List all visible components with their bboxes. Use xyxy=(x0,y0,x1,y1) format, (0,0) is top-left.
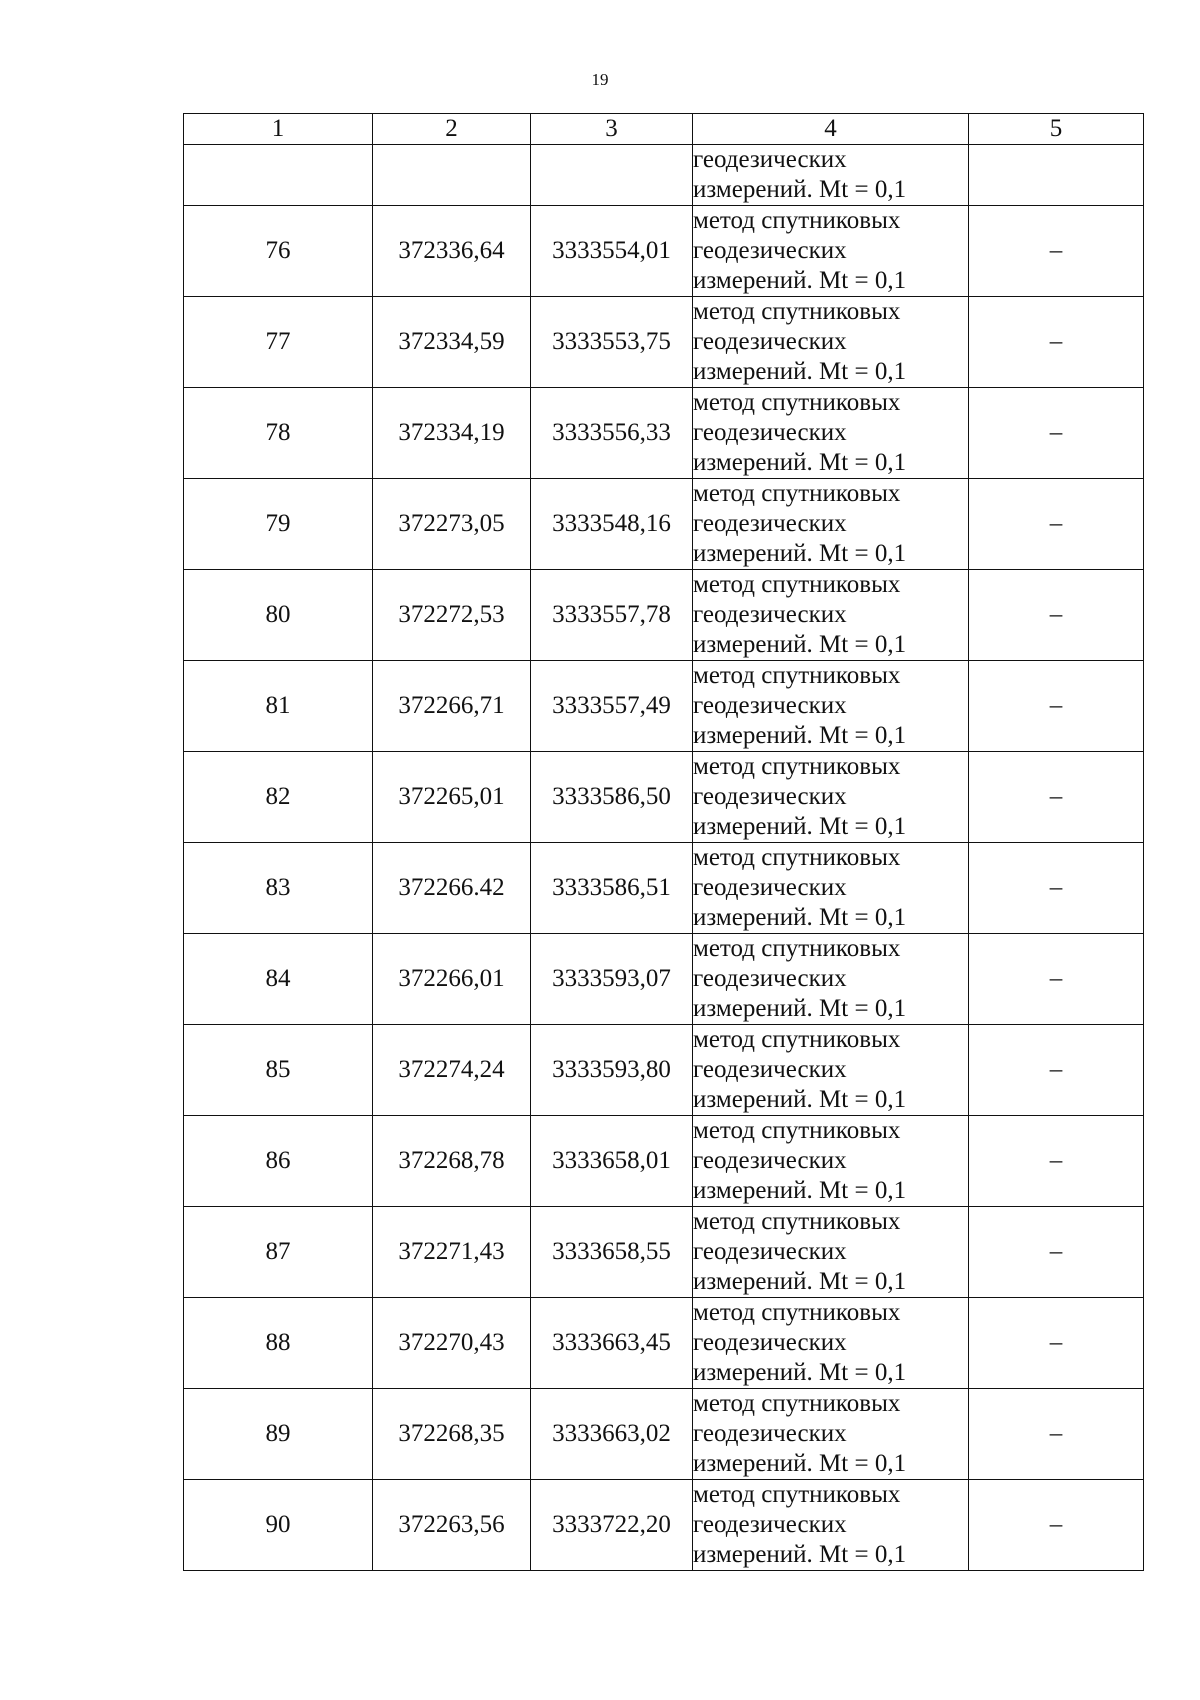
table-row xyxy=(184,1389,1144,1480)
y-coordinate-cell: 3333593,80 xyxy=(531,1025,693,1116)
method-cell xyxy=(693,934,969,1025)
table-row xyxy=(184,661,1144,752)
method-line: геодезических xyxy=(693,1238,847,1265)
method-line: геодезических xyxy=(693,510,847,537)
x-coordinate-cell: 372265,01 xyxy=(373,752,531,843)
note-cell: – xyxy=(969,1116,1144,1207)
method-line: метод спутниковых xyxy=(693,389,901,416)
method-line: измерений. Mt = 0,1 xyxy=(693,1086,907,1113)
point-number-cell: 77 xyxy=(184,297,373,388)
table-row xyxy=(184,1207,1144,1298)
table-row xyxy=(184,1480,1144,1571)
method-line: геодезических xyxy=(693,692,847,719)
method-line: измерений. Mt = 0,1 xyxy=(693,176,907,203)
note-cell: – xyxy=(969,1389,1144,1480)
point-number-cell: 81 xyxy=(184,661,373,752)
method-line: измерений. Mt = 0,1 xyxy=(693,1450,907,1477)
method-cell xyxy=(693,206,969,297)
method-cell xyxy=(693,570,969,661)
column-header: 1 xyxy=(184,114,373,145)
method-line: метод спутниковых xyxy=(693,1208,901,1235)
y-coordinate-cell: 3333658,01 xyxy=(531,1116,693,1207)
y-coordinate-cell: 3333658,55 xyxy=(531,1207,693,1298)
method-line: геодезических xyxy=(693,783,847,810)
y-coordinate-cell: 3333586,51 xyxy=(531,843,693,934)
y-coordinate-cell: 3333586,50 xyxy=(531,752,693,843)
x-coordinate-cell: 372268,78 xyxy=(373,1116,531,1207)
page-number: 19 xyxy=(591,70,609,89)
method-line: измерений. Mt = 0,1 xyxy=(693,722,907,749)
method-line: измерений. Mt = 0,1 xyxy=(693,1359,907,1386)
point-number-cell: 80 xyxy=(184,570,373,661)
table-row xyxy=(184,206,1144,297)
point-number-cell: 90 xyxy=(184,1480,373,1571)
method-cell xyxy=(693,1298,969,1389)
method-line: геодезических xyxy=(693,1511,847,1538)
method-line: измерений. Mt = 0,1 xyxy=(693,540,907,567)
empty-cell xyxy=(373,145,531,206)
note-cell: – xyxy=(969,388,1144,479)
y-coordinate-cell: 3333593,07 xyxy=(531,934,693,1025)
note-cell: – xyxy=(969,934,1144,1025)
table-row xyxy=(184,388,1144,479)
y-coordinate-cell: 3333663,02 xyxy=(531,1389,693,1480)
point-number-cell: 85 xyxy=(184,1025,373,1116)
point-number-cell: 87 xyxy=(184,1207,373,1298)
method-line: геодезических xyxy=(693,237,847,264)
table-row xyxy=(184,843,1144,934)
method-line: измерений. Mt = 0,1 xyxy=(693,358,907,385)
x-coordinate-cell: 372270,43 xyxy=(373,1298,531,1389)
method-line: метод спутниковых xyxy=(693,298,901,325)
method-line: метод спутниковых xyxy=(693,935,901,962)
point-number-cell: 88 xyxy=(184,1298,373,1389)
method-line: измерений. Mt = 0,1 xyxy=(693,267,907,294)
method-cell xyxy=(693,1389,969,1480)
note-cell: – xyxy=(969,1207,1144,1298)
note-cell: – xyxy=(969,1298,1144,1389)
method-line: измерений. Mt = 0,1 xyxy=(693,1268,907,1295)
method-line: геодезических xyxy=(693,874,847,901)
method-cell xyxy=(693,1207,969,1298)
x-coordinate-cell: 372272,53 xyxy=(373,570,531,661)
column-header: 5 xyxy=(969,114,1144,145)
column-header: 3 xyxy=(531,114,693,145)
table-body xyxy=(184,145,1144,1571)
note-cell: – xyxy=(969,661,1144,752)
method-cell xyxy=(693,1025,969,1116)
x-coordinate-cell: 372334,59 xyxy=(373,297,531,388)
point-number-cell: 83 xyxy=(184,843,373,934)
x-coordinate-cell: 372263,56 xyxy=(373,1480,531,1571)
x-coordinate-cell: 372266,01 xyxy=(373,934,531,1025)
method-line: метод спутниковых xyxy=(693,1390,901,1417)
table-row xyxy=(184,752,1144,843)
method-line: измерений. Mt = 0,1 xyxy=(693,813,907,840)
x-coordinate-cell: 372266,71 xyxy=(373,661,531,752)
table-row xyxy=(184,1116,1144,1207)
y-coordinate-cell: 3333553,75 xyxy=(531,297,693,388)
note-cell: – xyxy=(969,843,1144,934)
point-number-cell: 78 xyxy=(184,388,373,479)
method-cell xyxy=(693,479,969,570)
column-header: 2 xyxy=(373,114,531,145)
point-number-cell: 82 xyxy=(184,752,373,843)
method-line: метод спутниковых xyxy=(693,480,901,507)
method-line: геодезических xyxy=(693,1420,847,1447)
x-coordinate-cell: 372336,64 xyxy=(373,206,531,297)
empty-cell xyxy=(969,145,1144,206)
y-coordinate-cell: 3333548,16 xyxy=(531,479,693,570)
method-line: измерений. Mt = 0,1 xyxy=(693,449,907,476)
note-cell: – xyxy=(969,479,1144,570)
method-cell xyxy=(693,661,969,752)
coordinates-table xyxy=(183,113,1144,1571)
x-coordinate-cell: 372274,24 xyxy=(373,1025,531,1116)
note-cell: – xyxy=(969,206,1144,297)
method-line: метод спутниковых xyxy=(693,1026,901,1053)
table-row xyxy=(184,1298,1144,1389)
x-coordinate-cell: 372271,43 xyxy=(373,1207,531,1298)
continuation-row xyxy=(184,145,1144,206)
note-cell: – xyxy=(969,752,1144,843)
method-cell xyxy=(693,1116,969,1207)
method-cell xyxy=(693,752,969,843)
point-number-cell: 89 xyxy=(184,1389,373,1480)
table-row xyxy=(184,934,1144,1025)
empty-cell xyxy=(184,145,373,206)
method-cell xyxy=(693,145,969,206)
x-coordinate-cell: 372268,35 xyxy=(373,1389,531,1480)
note-cell: – xyxy=(969,297,1144,388)
method-line: геодезических xyxy=(693,146,847,173)
method-line: геодезических xyxy=(693,1329,847,1356)
table-row xyxy=(184,479,1144,570)
method-line: измерений. Mt = 0,1 xyxy=(693,904,907,931)
point-number-cell: 79 xyxy=(184,479,373,570)
point-number-cell: 86 xyxy=(184,1116,373,1207)
table-row xyxy=(184,1025,1144,1116)
empty-cell xyxy=(531,145,693,206)
method-line: геодезических xyxy=(693,1056,847,1083)
method-line: метод спутниковых xyxy=(693,1481,901,1508)
y-coordinate-cell: 3333557,78 xyxy=(531,570,693,661)
x-coordinate-cell: 372266.42 xyxy=(373,843,531,934)
table-header-row xyxy=(184,114,1144,145)
method-line: измерений. Mt = 0,1 xyxy=(693,1541,907,1568)
method-line: метод спутниковых xyxy=(693,844,901,871)
table-row xyxy=(184,297,1144,388)
method-line: метод спутниковых xyxy=(693,1117,901,1144)
y-coordinate-cell: 3333556,33 xyxy=(531,388,693,479)
table-row xyxy=(184,570,1144,661)
column-header: 4 xyxy=(693,114,969,145)
method-line: метод спутниковых xyxy=(693,571,901,598)
y-coordinate-cell: 3333722,20 xyxy=(531,1480,693,1571)
x-coordinate-cell: 372273,05 xyxy=(373,479,531,570)
note-cell: – xyxy=(969,1025,1144,1116)
method-cell xyxy=(693,388,969,479)
method-line: измерений. Mt = 0,1 xyxy=(693,1177,907,1204)
note-cell: – xyxy=(969,570,1144,661)
method-line: геодезических xyxy=(693,419,847,446)
y-coordinate-cell: 3333557,49 xyxy=(531,661,693,752)
method-line: метод спутниковых xyxy=(693,1299,901,1326)
method-cell xyxy=(693,297,969,388)
method-line: геодезических xyxy=(693,1147,847,1174)
method-line: измерений. Mt = 0,1 xyxy=(693,631,907,658)
y-coordinate-cell: 3333663,45 xyxy=(531,1298,693,1389)
method-line: метод спутниковых xyxy=(693,753,901,780)
note-cell: – xyxy=(969,1480,1144,1571)
method-line: геодезических xyxy=(693,965,847,992)
method-cell xyxy=(693,1480,969,1571)
method-cell xyxy=(693,843,969,934)
method-line: метод спутниковых xyxy=(693,207,901,234)
method-line: геодезических xyxy=(693,328,847,355)
point-number-cell: 84 xyxy=(184,934,373,1025)
method-line: метод спутниковых xyxy=(693,662,901,689)
method-line: геодезических xyxy=(693,601,847,628)
x-coordinate-cell: 372334,19 xyxy=(373,388,531,479)
point-number-cell: 76 xyxy=(184,206,373,297)
y-coordinate-cell: 3333554,01 xyxy=(531,206,693,297)
method-line: измерений. Mt = 0,1 xyxy=(693,995,907,1022)
